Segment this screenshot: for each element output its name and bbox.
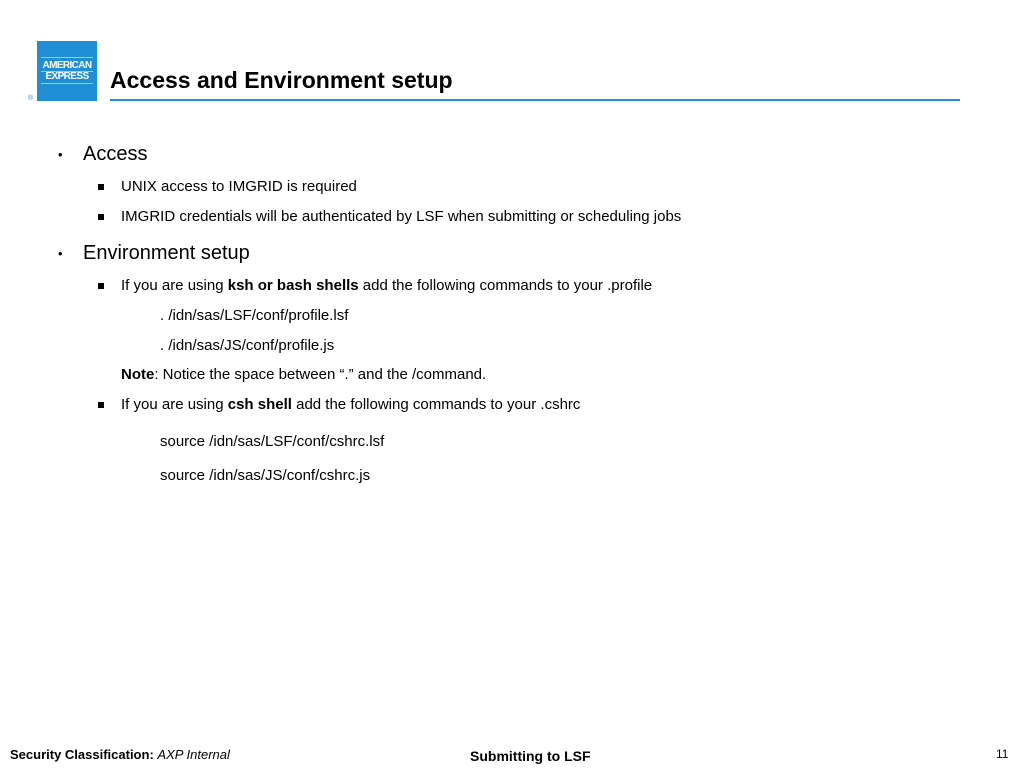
american-express-logo <box>37 41 97 101</box>
bullet-square <box>98 402 104 408</box>
bullet-dot: • <box>58 147 63 162</box>
list-item-ksh <box>121 277 652 295</box>
note-label: Note <box>121 366 155 383</box>
logo-rule-top <box>41 57 93 58</box>
command-line: . /idn/sas/LSF/conf/profile.lsf <box>160 307 349 324</box>
csh-text-before: If you are using <box>121 396 228 413</box>
classification-label: Security Classification: <box>10 747 154 762</box>
page-number: 11 <box>996 747 1009 761</box>
list-item-csh <box>121 396 580 414</box>
bullet-square <box>98 283 104 289</box>
note-text: : Notice the space between “.” and the /command. <box>154 366 487 383</box>
ksh-text-before: If you are using <box>121 277 228 294</box>
slide-title: Access and Environment setup <box>110 67 453 93</box>
footer-title: Submitting to LSF <box>470 748 591 764</box>
list-item: IMGRID credentials will be authenticated by LSF when submitting or scheduling jobs <box>121 208 682 225</box>
logo-rule-bottom <box>41 83 93 84</box>
command-line: source /idn/sas/LSF/conf/cshrc.lsf <box>160 433 385 450</box>
title-underline <box>110 99 960 101</box>
security-classification <box>10 747 230 763</box>
csh-text-bold: csh shell <box>227 396 292 413</box>
bullet-dot: • <box>58 246 63 261</box>
registered-mark: ® <box>28 95 34 102</box>
csh-text-after: add the following commands to your .cshrc <box>291 396 581 413</box>
command-line: . /idn/sas/JS/conf/profile.js <box>160 337 335 354</box>
section-heading-access: Access <box>83 143 148 165</box>
ksh-text-after: add the following commands to your .profile <box>358 277 653 294</box>
bullet-square <box>98 214 104 220</box>
classification-value: AXP Internal <box>157 747 230 762</box>
ksh-text-bold: ksh or bash shells <box>227 277 359 294</box>
section-heading-environment-setup: Environment setup <box>83 242 250 264</box>
logo-line-1: AMERICAN <box>42 60 92 71</box>
note-line <box>121 366 486 384</box>
list-item: UNIX access to IMGRID is required <box>121 178 357 195</box>
logo-line-2: EXPRESS <box>45 71 89 82</box>
bullet-square <box>98 184 104 190</box>
command-line: source /idn/sas/JS/conf/cshrc.js <box>160 467 371 484</box>
